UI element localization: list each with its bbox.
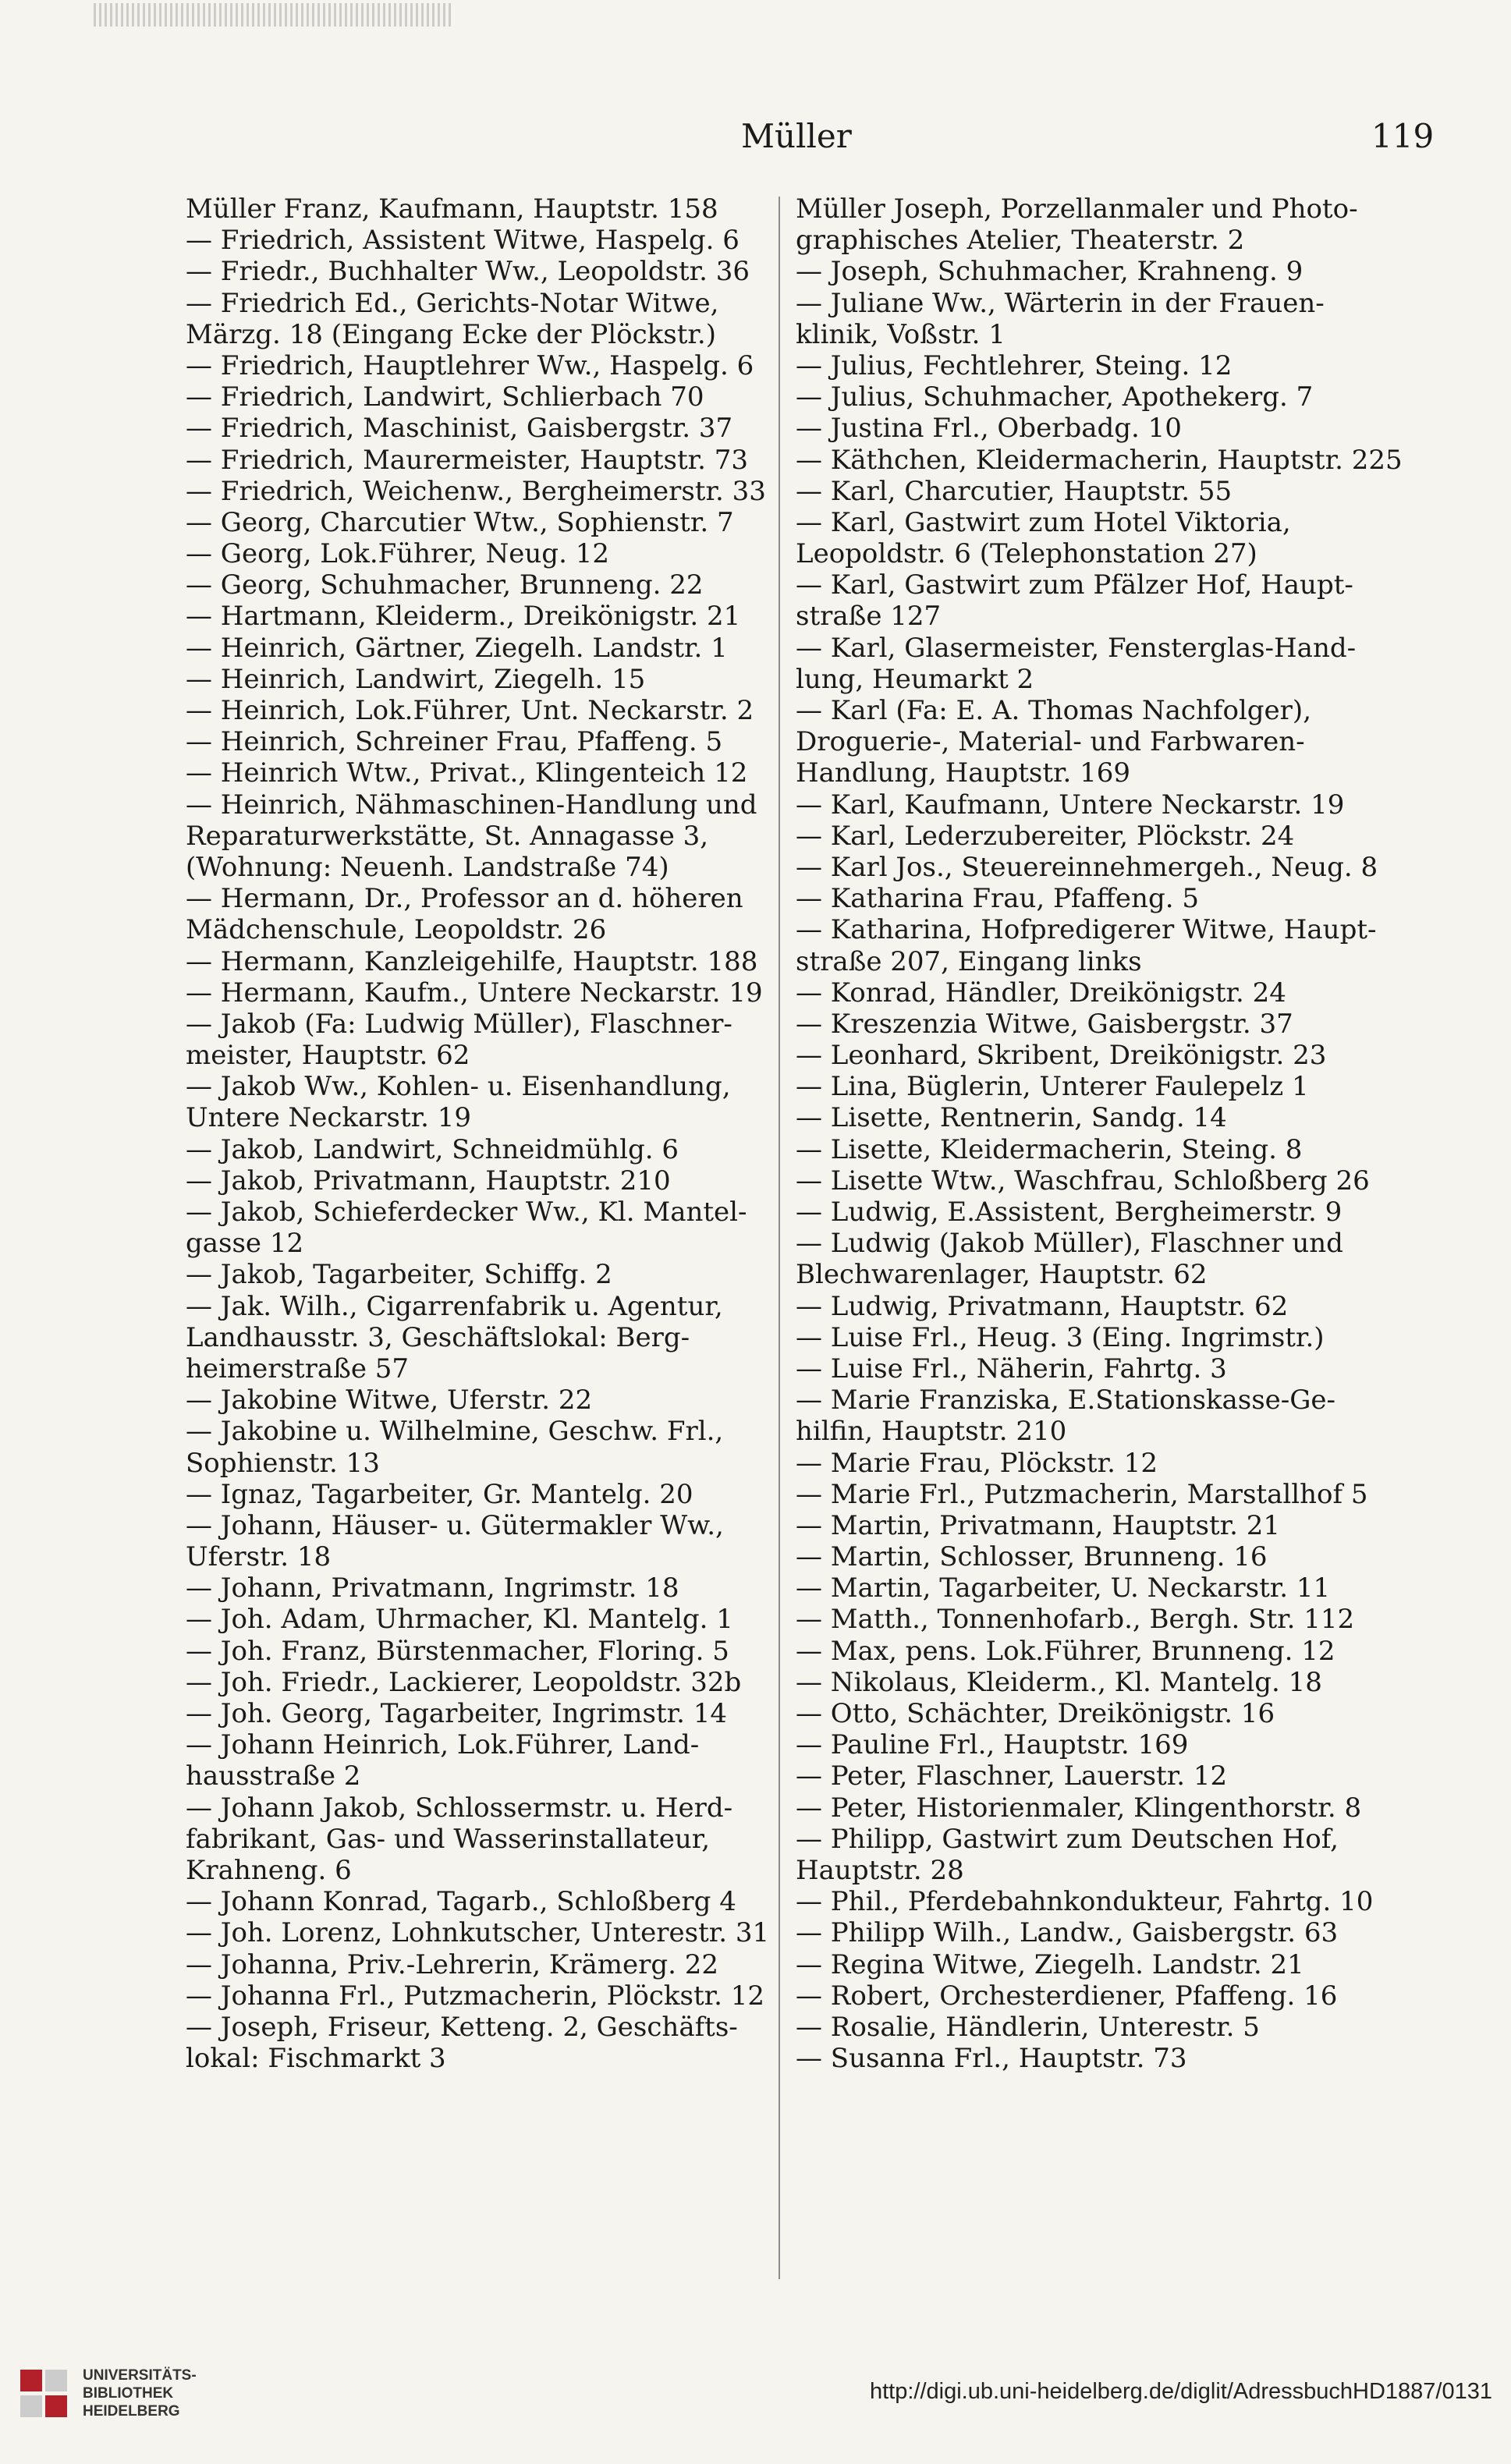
directory-entry [796,445,1443,476]
running-head [0,117,1511,164]
directory-entry [186,601,833,632]
entry-line: — Hartmann, Kleiderm., Dreikönigstr. 21 [186,601,741,633]
directory-entry [186,1572,833,1604]
entry-line: — Katharina Frau, Pfaffeng. 5 [796,883,1199,915]
entry-line: — Johanna, Priv.-Lehrerin, Krämerg. 22 [186,1948,719,1980]
logo-line: UNIVERSITÄTS- [83,2367,197,2384]
entry-line: — Philipp, Gastwirt zum Deutschen Hof, [796,1823,1339,1855]
entry-line: — Jakob Ww., Kohlen- u. Eisenhandlung, [186,1071,731,1103]
page-number: 119 [1371,117,1435,155]
entry-line: Untere Neckarstr. 19 [186,1102,472,1134]
directory-entry [796,1572,1443,1604]
directory-entry [796,1165,1443,1197]
entry-line: Hauptstr. 28 [796,1854,964,1886]
directory-entry [186,1071,833,1133]
directory-entry [186,1792,833,1887]
entry-line: — Justina Frl., Oberbadg. 10 [796,413,1182,445]
column-divider [779,197,780,2279]
entry-line: — Johann Jakob, Schlossermstr. u. Herd- [186,1792,733,1824]
entry-line: — Lisette, Kleidermacherin, Steing. 8 [796,1133,1303,1165]
entry-line: — Konrad, Händler, Dreikönigstr. 24 [796,977,1286,1009]
entry-line: — Jakob, Tagarbeiter, Schiffg. 2 [186,1259,612,1291]
entry-line: — Karl, Glasermeister, Fensterglas-Hand- [796,632,1357,664]
entry-line: fabrikant, Gas- und Wasserinstallateur, [186,1823,711,1855]
directory-entry [796,1886,1443,1917]
entry-line: klinik, Voßstr. 1 [796,318,1006,350]
directory-entry [796,1729,1443,1760]
entry-line: Müller Franz, Kaufmann, Hauptstr. 158 [186,193,718,225]
directory-entry [796,381,1443,413]
entry-line: — Heinrich, Lok.Führer, Unt. Neckarstr. 2 [186,695,754,726]
directory-entry [186,1949,833,1980]
entry-line: — Friedrich, Weichenw., Bergheimerstr. 33 [186,475,766,507]
directory-entry [796,695,1443,789]
entry-line: — Peter, Flaschner, Lauerstr. 12 [796,1760,1228,1792]
directory-entry [796,852,1443,883]
entry-line: (Wohnung: Neuenh. Landstraße 74) [186,851,669,883]
entry-line: — Luise Frl., Heug. 3 (Eing. Ingrimstr.) [796,1321,1325,1353]
logo-line: BIBLIOTHEK [83,2385,174,2402]
directory-entry [796,1760,1443,1792]
entry-line: — Karl, Gastwirt zum Hotel Viktoria, [796,506,1291,538]
directory-entry [796,1698,1443,1729]
entry-line: hilfin, Hauptstr. 210 [796,1416,1067,1448]
entry-line: — Friedrich, Maschinist, Gaisbergstr. 37 [186,413,733,445]
directory-entry [796,1667,1443,1698]
entry-line: — Max, pens. Lok.Führer, Brunneng. 12 [796,1635,1335,1667]
entry-line: Landhausstr. 3, Geschäftslokal: Berg- [186,1321,690,1353]
directory-entry [796,1134,1443,1165]
directory-entry [186,664,833,695]
directory-entry [186,633,833,664]
library-logo-text [83,2367,286,2420]
entry-line: — Karl Jos., Steuereinnehmergeh., Neug. 8 [796,851,1378,883]
directory-entry [796,1322,1443,1353]
directory-entry [186,1165,833,1197]
entry-line: Mädchenschule, Leopoldstr. 26 [186,914,607,946]
entry-line: — Friedrich, Landwirt, Schlierbach 70 [186,381,704,413]
directory-entry [186,569,833,601]
directory-entry [796,193,1443,256]
directory-entry [186,288,833,350]
entry-line: — Jakob, Schieferdecker Ww., Kl. Mantel- [186,1197,747,1228]
entry-line: — Joh. Georg, Tagarbeiter, Ingrimstr. 14 [186,1698,728,1729]
directory-entry [796,569,1443,632]
directory-entry [796,1228,1443,1290]
directory-entry [796,1009,1443,1040]
entry-line: — Martin, Schlosser, Brunneng. 16 [796,1541,1268,1573]
entry-line: — Matth., Tonnenhofarb., Bergh. Str. 112 [796,1604,1355,1636]
directory-entry [796,1541,1443,1572]
entry-line: — Martin, Tagarbeiter, U. Neckarstr. 11 [796,1572,1331,1604]
directory-entry [796,1448,1443,1479]
entry-line: — Friedrich, Hauptlehrer Ww., Haspelg. 6 [186,349,754,381]
entry-line: Droguerie-, Material- und Farbwaren- [796,726,1305,758]
entry-line: graphisches Atelier, Theaterstr. 2 [796,225,1245,257]
directory-entry [796,1479,1443,1510]
directory-entry [186,1416,833,1478]
directory-entry [186,695,833,726]
directory-entry [796,1917,1443,1948]
entry-line: — Leonhard, Skribent, Dreikönigstr. 23 [796,1040,1327,1072]
directory-entry [796,288,1443,350]
entry-line: — Friedrich, Maurermeister, Hauptstr. 73 [186,444,749,476]
entry-line: Handlung, Hauptstr. 169 [796,757,1131,789]
entry-line: — Karl, Gastwirt zum Pfälzer Hof, Haupt- [796,569,1353,601]
directory-entry [186,1917,833,1948]
entry-line: lung, Heumarkt 2 [796,663,1034,695]
directory-entry [796,1510,1443,1541]
entry-line: — Heinrich, Nähmaschinen-Handlung und [186,789,757,821]
entry-line: — Regina Witwe, Ziegelh. Landstr. 21 [796,1948,1304,1980]
entry-line: — Friedrich, Assistent Witwe, Haspelg. 6 [186,225,740,257]
entry-line: — Heinrich Wtw., Privat., Klingenteich 12 [186,757,748,789]
entry-line: — Marie Franziska, E.Stationskasse-Ge- [796,1384,1336,1416]
entry-line: — Lina, Büglerin, Unterer Faulepelz 1 [796,1071,1309,1103]
entry-line: — Jakobine u. Wilhelmine, Geschw. Frl., [186,1416,724,1448]
directory-entry [796,1071,1443,1102]
entry-line: — Katharina, Hofpredigerer Witwe, Haupt- [796,914,1377,946]
entry-line: — Ludwig, E.Assistent, Bergheimerstr. 9 [796,1197,1343,1228]
directory-entry [186,381,833,413]
entry-line: Müller Joseph, Porzellanmaler und Photo- [796,193,1358,225]
directory-entry [186,1134,833,1165]
entry-line: — Ignaz, Tagarbeiter, Gr. Mantelg. 20 [186,1478,693,1510]
entry-line: — Heinrich, Landwirt, Ziegelh. 15 [186,663,646,695]
directory-entry [796,821,1443,852]
entry-line: Märzg. 18 (Eingang Ecke der Plöckstr.) [186,318,716,350]
entry-line: — Jakobine Witwe, Uferstr. 22 [186,1384,593,1416]
directory-entry [186,1886,833,1917]
directory-entry [186,256,833,287]
entry-line: — Marie Frl., Putzmacherin, Marstallhof 5 [796,1478,1368,1510]
directory-entry [186,1667,833,1698]
directory-entry [796,1980,1443,2012]
entry-line: — Jakob, Privatmann, Hauptstr. 210 [186,1165,671,1197]
directory-entry [186,538,833,569]
entry-line: — Karl, Lederzubereiter, Plöckstr. 24 [796,820,1295,852]
directory-entry [796,1636,1443,1667]
directory-entry [186,1510,833,1572]
directory-entry [186,1197,833,1259]
directory-entry [796,1040,1443,1071]
directory-entry [796,1384,1443,1447]
directory-entry [796,883,1443,914]
directory-entry [796,914,1443,977]
directory-entry [796,350,1443,381]
directory-entry [796,2043,1443,2074]
entry-line: — Martin, Privatmann, Hauptstr. 21 [796,1509,1281,1541]
entry-line: — Susanna Frl., Hauptstr. 73 [796,2043,1187,2075]
scan-edge-marks [94,3,452,27]
entry-line: — Karl (Fa: E. A. Thomas Nachfolger), [796,695,1312,726]
directory-entry [186,789,833,884]
directory-entry [186,1604,833,1635]
directory-entry [186,1479,833,1510]
right-column [796,193,1443,2074]
entry-line: Uferstr. 18 [186,1541,332,1573]
directory-entry [186,413,833,444]
logo-line: HEIDELBERG [83,2403,180,2420]
entry-line: — Pauline Frl., Hauptstr. 169 [796,1729,1189,1761]
entry-line: — Jak. Wilh., Cigarrenfabrik u. Agentur, [186,1290,723,1322]
directory-entry [796,1353,1443,1384]
entry-line: — Joseph, Schuhmacher, Krahneng. 9 [796,256,1304,288]
left-column [186,193,833,2074]
directory-entry [186,1636,833,1667]
directory-entry [796,256,1443,287]
directory-entry [796,476,1443,507]
entry-line: — Hermann, Kaufm., Untere Neckarstr. 19 [186,977,763,1009]
directory-entry [796,789,1443,821]
directory-entry [186,883,833,945]
entry-line: — Heinrich, Gärtner, Ziegelh. Landstr. 1 [186,632,728,664]
directory-entry [186,1259,833,1290]
entry-line: — Juliane Ww., Wärterin in der Frauen- [796,287,1325,319]
entry-line: — Friedrich Ed., Gerichts-Notar Witwe, [186,287,719,319]
entry-line: heimerstraße 57 [186,1353,410,1384]
entry-line: — Georg, Lok.Führer, Neug. 12 [186,538,609,570]
entry-line: — Joh. Adam, Uhrmacher, Kl. Mantelg. 1 [186,1604,733,1636]
directory-entry [186,1009,833,1071]
directory-entry [186,350,833,381]
entry-line: Leopoldstr. 6 (Telephonstation 27) [796,538,1257,570]
entry-line: — Philipp Wilh., Landw., Gaisbergstr. 63 [796,1917,1339,1949]
entry-line: straße 127 [796,601,942,633]
directory-entry [796,1291,1443,1322]
directory-entry [796,1604,1443,1635]
entry-line: — Johanna Frl., Putzmacherin, Plöckstr. 12 [186,1980,765,2012]
entry-line: — Johann Heinrich, Lok.Führer, Land- [186,1729,700,1761]
directory-entry [796,1949,1443,1980]
entry-line: — Jakob, Landwirt, Schneidmühlg. 6 [186,1133,679,1165]
entry-line: — Jakob (Fa: Ludwig Müller), Flaschner- [186,1008,732,1040]
directory-entry [186,507,833,538]
directory-entry [796,507,1443,569]
entry-line: — Johann, Privatmann, Ingrimstr. 18 [186,1572,679,1604]
entry-line: — Rosalie, Händlerin, Unterestr. 5 [796,2011,1260,2043]
directory-entry [186,1384,833,1416]
entry-line: — Phil., Pferdebahnkondukteur, Fahrtg. 10 [796,1886,1374,1918]
directory-entry [796,1824,1443,1886]
directory-entry [796,413,1443,444]
entry-line: — Lisette, Rentnerin, Sandg. 14 [796,1102,1227,1134]
directory-entry [186,476,833,507]
directory-entry [186,726,833,757]
entry-line: Blechwarenlager, Hauptstr. 62 [796,1259,1208,1291]
entry-line: — Julius, Fechtlehrer, Steing. 12 [796,349,1233,381]
entry-line: — Hermann, Dr., Professor an d. höheren [186,883,743,915]
entry-line: — Karl, Charcutier, Hauptstr. 55 [796,475,1233,507]
library-logo-icon [20,2370,69,2418]
entry-line: — Ludwig, Privatmann, Hauptstr. 62 [796,1290,1289,1322]
directory-entry [186,1980,833,2012]
entry-line: lokal: Fischmarkt 3 [186,2043,446,2075]
directory-entry [186,946,833,977]
page-title: Müller [741,117,852,155]
entry-line: — Friedr., Buchhalter Ww., Leopoldstr. 36 [186,256,750,288]
directory-entry [186,2012,833,2074]
entry-line: — Hermann, Kanzleigehilfe, Hauptstr. 188 [186,945,758,977]
directory-entry [796,2012,1443,2043]
entry-line: — Johann Konrad, Tagarb., Schloßberg 4 [186,1886,736,1918]
directory-entry [796,977,1443,1009]
directory-entry [796,633,1443,695]
directory-entry [186,1291,833,1385]
entry-line: — Peter, Historienmaler, Klingenthorstr. 8 [796,1792,1362,1824]
entry-line: — Käthchen, Kleidermacherin, Hauptstr. 225 [796,444,1403,476]
entry-line: — Heinrich, Schreiner Frau, Pfaffeng. 5 [186,726,723,758]
entry-line: Krahneng. 6 [186,1854,352,1886]
entry-line: — Lisette Wtw., Waschfrau, Schloßberg 26 [796,1165,1370,1197]
source-url[interactable]: http://digi.ub.uni-heidelberg.de/diglit/AdressbuchHD1887/0131 [869,2379,1492,2404]
entry-line: — Nikolaus, Kleiderm., Kl. Mantelg. 18 [796,1666,1322,1698]
entry-line: — Georg, Schuhmacher, Brunneng. 22 [186,569,704,601]
entry-line: — Johann, Häuser- u. Gütermakler Ww., [186,1509,724,1541]
entry-line: — Kreszenzia Witwe, Gaisbergstr. 37 [796,1008,1293,1040]
entry-line: — Robert, Orchesterdiener, Pfaffeng. 16 [796,1980,1338,2012]
entry-line: gasse 12 [186,1228,304,1260]
directory-entry [186,225,833,256]
directory-entry [186,757,833,789]
entry-line: — Joseph, Friseur, Ketteng. 2, Geschäfts- [186,2011,738,2043]
directory-entry [186,977,833,1009]
entry-line: — Joh. Franz, Bürstenmacher, Floring. 5 [186,1635,729,1667]
entry-line: — Marie Frau, Plöckstr. 12 [796,1447,1158,1479]
directory-entry [186,1698,833,1729]
entry-line: — Julius, Schuhmacher, Apothekerg. 7 [796,381,1314,413]
entry-line: — Otto, Schächter, Dreikönigstr. 16 [796,1698,1275,1729]
entry-line: Sophienstr. 13 [186,1447,380,1479]
directory-entry [796,1197,1443,1228]
directory-entry [796,1102,1443,1133]
entry-line: — Georg, Charcutier Wtw., Sophienstr. 7 [186,506,734,538]
directory-entry [186,445,833,476]
footer [0,2348,1511,2464]
entry-line: — Joh. Lorenz, Lohnkutscher, Unterestr. 31 [186,1917,770,1949]
entry-line: hausstraße 2 [186,1760,361,1792]
entry-line: meister, Hauptstr. 62 [186,1040,470,1072]
entry-line: — Ludwig (Jakob Müller), Flaschner und [796,1228,1343,1260]
entry-line: — Luise Frl., Näherin, Fahrtg. 3 [796,1353,1227,1384]
entry-line: — Karl, Kaufmann, Untere Neckarstr. 19 [796,789,1345,821]
directory-entry [186,1729,833,1792]
directory-entry [186,193,833,225]
entry-line: Reparaturwerkstätte, St. Annagasse 3, [186,820,709,852]
entry-line: — Joh. Friedr., Lackierer, Leopoldstr. 32b [186,1666,742,1698]
directory-entry [796,1792,1443,1824]
entry-line: straße 207, Eingang links [796,945,1142,977]
